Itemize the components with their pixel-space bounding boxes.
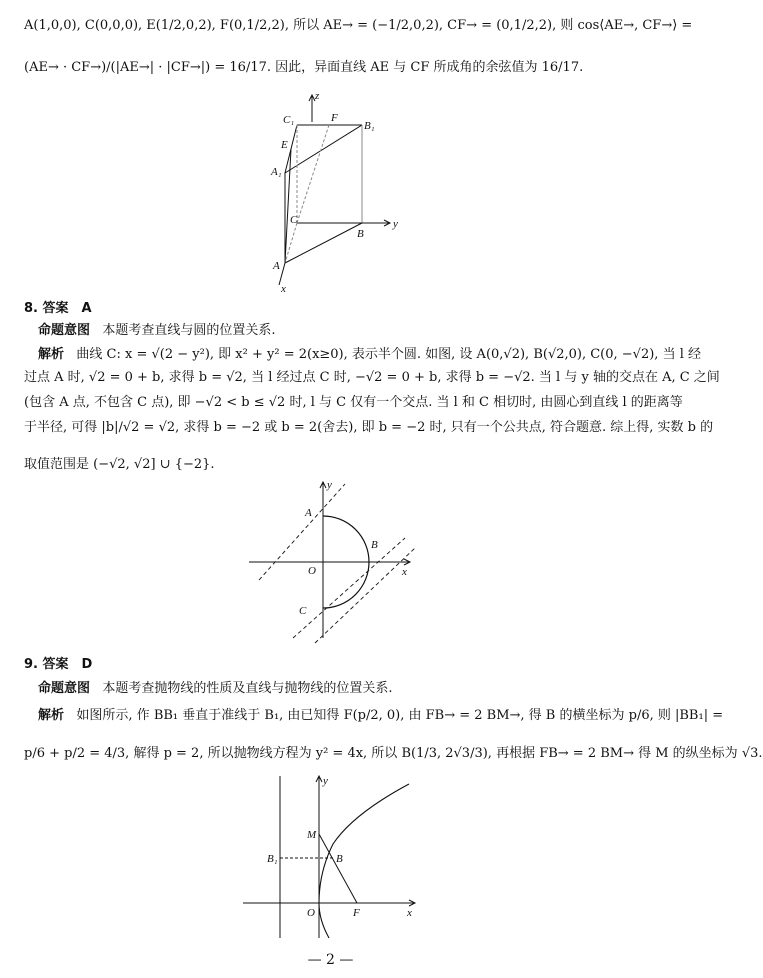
solution-line-1: A(1,0,0), C(0,0,0), E(1/2,0,2), F(0,1/2,2), 所以 AE→ = (−1/2,0,2), CF→ = (0,1/2,2), 则 cos⟨AE→, CF→⟩ =	[24, 18, 693, 33]
label-a: A	[305, 507, 312, 519]
label-b1: B₁	[267, 853, 278, 865]
label-f: F	[331, 112, 338, 124]
q9-intent-row	[38, 681, 641, 697]
q8-analysis-line: 取值范围是 (−√2, √2] ∪ {−2}.	[24, 457, 215, 472]
label-x: x	[402, 566, 407, 578]
label-a1: A₁	[271, 166, 282, 178]
q8-analysis-line: 于半径, 可得 |b|/√2 = √2, 求得 b = −2 或 b = 2(舍去), 即 b = −2 时, 只有一个公共点, 符合题意. 综上得, 实数 b 的	[24, 420, 714, 435]
label-y: y	[323, 775, 328, 787]
label-x: x	[281, 283, 286, 295]
label-c1: C₁	[283, 114, 295, 126]
label-o: O	[308, 565, 316, 577]
q8-intent-label: 命题意图	[38, 323, 91, 338]
q9-intent-label: 命题意图	[38, 681, 91, 696]
q8-analysis-line: 曲线 C: x = √(2 − y²), 即 x² + y² = 2(x≥0), 表示半个圆. 如图, 设 A(0,√2), B(√2,0), C(0, −√2), 当 l 经	[76, 347, 701, 362]
label-c: C	[290, 214, 298, 226]
parabola-figure	[243, 772, 423, 942]
page-number: — 2 —	[307, 952, 354, 968]
q8-answer: 8. 答案 A	[24, 301, 92, 316]
label-m: M	[307, 829, 317, 841]
label-f: F	[353, 907, 360, 919]
q9-analysis-line: p/6 + p/2 = 4/3, 解得 p = 2, 所以抛物线方程为 y² = 4x, 所以 B(1/3, 2√3/3), 再根据 FB→ = 2 BM→ 得 M 的纵坐标为 √3.	[24, 746, 763, 761]
q9-analysis-row	[38, 708, 724, 724]
q9-analysis-line: 如图所示, 作 BB₁ 垂直于准线于 B₁, 由已知得 F(p/2, 0), 由 FB→ = 2 BM→, 得 B 的横坐标为 p/6, 则 |BB₁| =	[76, 708, 724, 723]
prism-figure	[265, 85, 405, 295]
q8-analysis-line: 过点 A 时, √2 = 0 + b, 求得 b = √2, 当 l 经过点 C 时, −√2 = 0 + b, 求得 b = −√2. 当 l 与 y 轴的交点在 A, C 之间	[24, 370, 720, 385]
label-y: y	[393, 218, 398, 230]
q9-analysis-label: 解析	[38, 708, 65, 723]
label-b: B	[357, 228, 364, 240]
label-o: O	[307, 907, 315, 919]
q8-analysis-line: (包含 A 点, 不包含 C 点), 即 −√2 < b ≤ √2 时, l 与 C 仅有一个交点. 当 l 和 C 相切时, 由圆心到直线 l 的距离等	[24, 395, 683, 410]
label-a: A	[273, 260, 280, 272]
solution-line-2: (AE→ · CF→)/(|AE→| · |CF→|) = 16/17. 因此，异面直线 AE 与 CF 所成角的余弦值为 16/17.	[24, 60, 584, 75]
label-b: B	[336, 853, 343, 865]
q9-intent-text: 本题考查抛物线的性质及直线与抛物线的位置关系.	[102, 681, 393, 696]
q8-analysis-row	[38, 347, 701, 363]
label-e: E	[281, 139, 288, 151]
q8-intent-text: 本题考查直线与圆的位置关系.	[102, 323, 276, 338]
half-circle-figure	[245, 478, 415, 648]
label-y: y	[327, 479, 332, 491]
q9-answer: 9. 答案 D	[24, 657, 93, 672]
label-b: B	[371, 539, 378, 551]
label-b1: B₁	[364, 120, 375, 132]
q8-analysis-label: 解析	[38, 347, 65, 362]
q8-intent-row	[38, 323, 641, 339]
label-x: x	[407, 907, 412, 919]
label-c: C	[299, 605, 307, 617]
label-z: z	[315, 90, 320, 102]
